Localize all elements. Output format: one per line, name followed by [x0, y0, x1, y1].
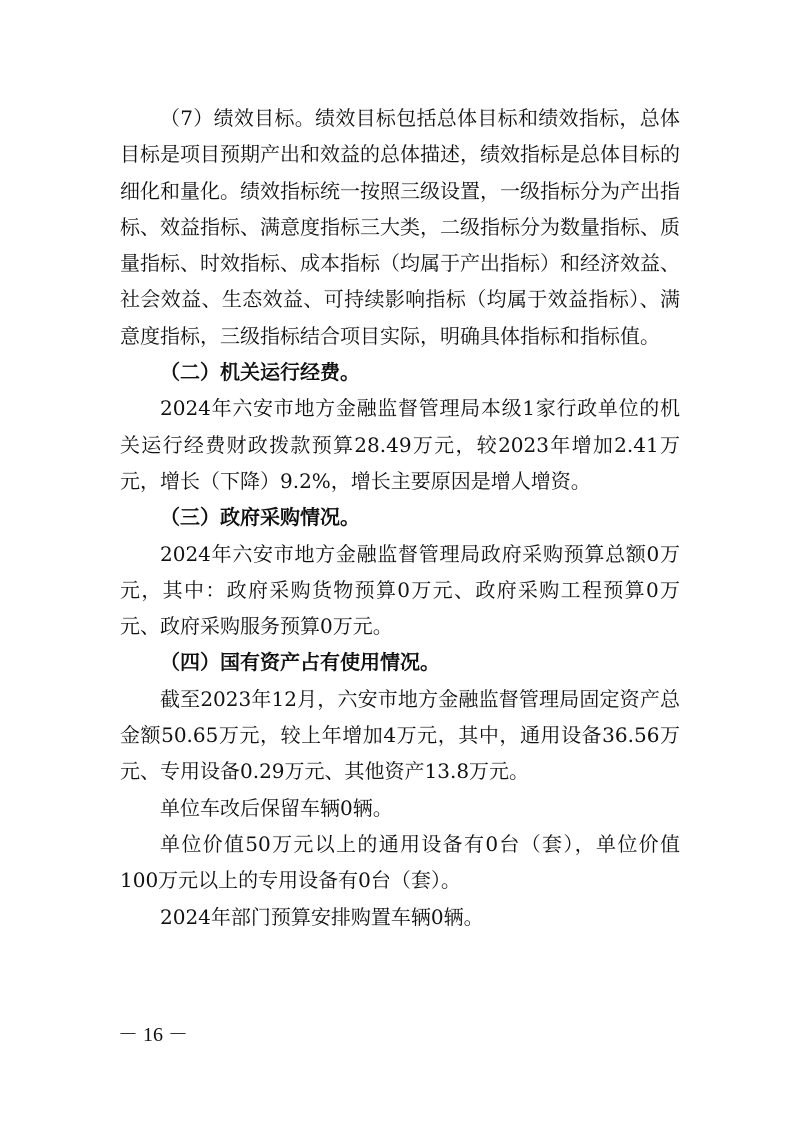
- government-procurement-paragraph: 2024年六安市地方金融监督管理局政府采购预算总额0万元，其中：政府采购货物预算0万元、政府采购工程预算0万元、政府采购服务预算0万元。: [120, 541, 680, 639]
- document-body: [120, 100, 680, 935]
- page-number: － 16 －: [118, 1024, 188, 1046]
- state-assets-paragraph: 截至2023年12月，六安市地方金融监督管理局固定资产总金额50.65万元，较上年增加4万元，其中，通用设备36.56万元、专用设备0.29万元、其他资产13.8万元。: [120, 686, 680, 784]
- section-heading-operating-expenses: （二）机关运行经费。: [160, 360, 360, 385]
- equipment-value-paragraph: 单位价值50万元以上的通用设备有0台（套），单位价值100万元以上的专用设备有0台（套）。: [120, 831, 680, 893]
- section-heading-state-assets: （四）国有资产占有使用情况。: [160, 650, 440, 675]
- vehicles-retained-paragraph: 单位车改后保留车辆0辆。: [160, 795, 393, 820]
- performance-target-paragraph: （7）绩效目标。绩效目标包括总体目标和绩效指标，总体目标是项目预期产出和效益的总体描述，绩效指标是总体目标的细化和量化。绩效指标统一按照三级设置，一级指标分为产出指标、效益指标、满意度指标三大类，二级指标分为数量指标、质量指标、时效指标、成本指标（均属于产出指标）和经济效益、社会效益、生态效益、可持续影响指标（均属于效益指标）、满意度指标，三级指标结合项目实际，明确具体指标和指标值。: [120, 106, 680, 348]
- section-heading-government-procurement: （三）政府采购情况。: [160, 505, 360, 530]
- vehicle-purchase-paragraph: 2024年部门预算安排购置车辆0辆。: [160, 904, 484, 929]
- operating-expenses-paragraph: 2024年六安市地方金融监督管理局本级1家行政单位的机关运行经费财政拨款预算28.49万元，较2023年增加2.41万元，增长（下降）9.2%，增长主要原因是增人增资。: [120, 396, 680, 493]
